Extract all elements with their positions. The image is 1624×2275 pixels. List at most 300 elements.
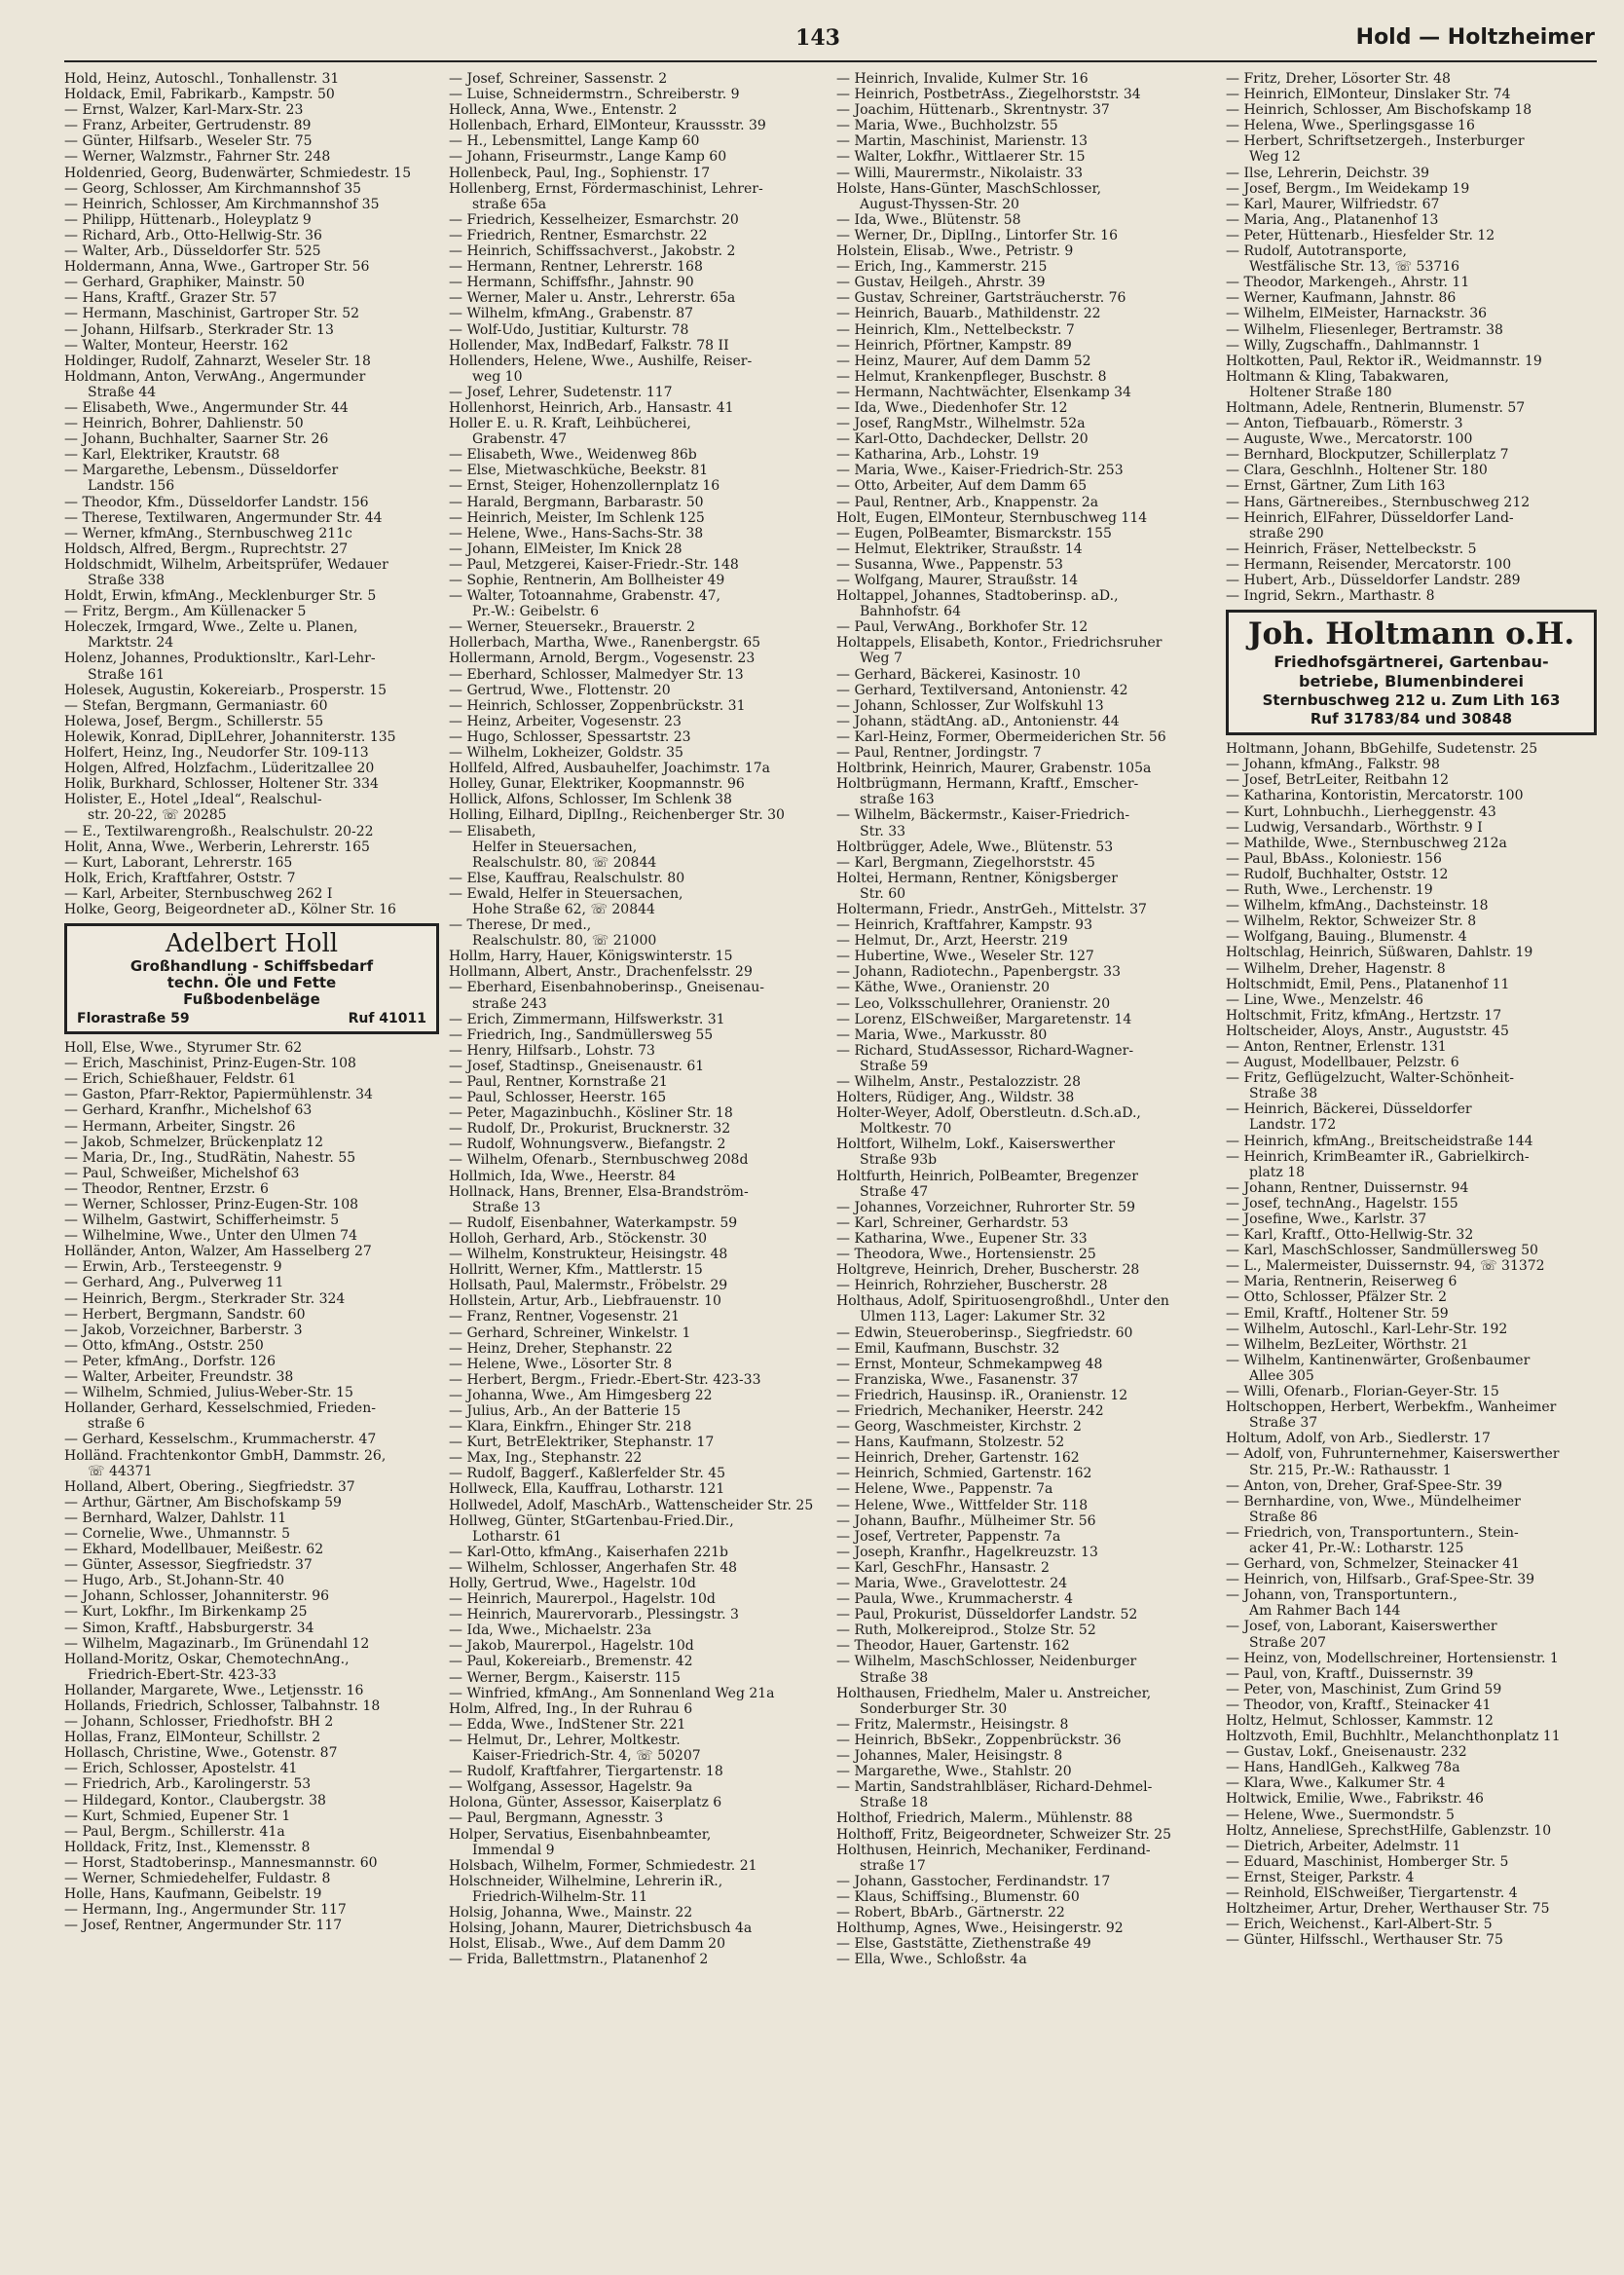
directory-entry: Sonderburger Str. 30 — [860, 1700, 1008, 1717]
directory-entry: — Eugen, PolBeamter, Bismarckstr. 155 — [836, 525, 1112, 541]
directory-entry: — Martin, Maschinist, Marienstr. 13 — [836, 133, 1089, 150]
entries-col3 — [836, 71, 1216, 1967]
directory-entry: — Joachim, Hüttenarb., Skrentnystr. 37 — [836, 102, 1110, 119]
directory-entry: — Heinrich, Fräser, Nettelbeckstr. 5 — [1226, 541, 1477, 557]
directory-entry: — Heinrich, Bohrer, Dahlienstr. 50 — [64, 416, 304, 432]
directory-entry: — Rudolf, Baggerf., Kaßlerfelder Str. 45 — [449, 1466, 726, 1482]
directory-entry: — Maria, Ang., Platanenhof 13 — [1226, 211, 1439, 228]
directory-entry: — Walter, Monteur, Heerstr. 162 — [64, 337, 289, 354]
directory-entry: — Hermann, Maschinist, Gartroper Str. 52 — [64, 306, 360, 322]
directory-entry: — Wilhelm, Autoschl., Karl-Lehr-Str. 192 — [1226, 1321, 1508, 1337]
directory-entry: — Mathilde, Wwe., Sternbuschweg 212a — [1226, 835, 1507, 851]
directory-entry: Holler E. u. R. Kraft, Leihbücherei, — [449, 416, 691, 432]
directory-entry: Westfälische Str. 13, ☏ 53716 — [1249, 259, 1460, 276]
directory-entry: — Karl, Elektriker, Krautstr. 68 — [64, 447, 280, 464]
directory-entry: — Paul, von, Kraftf., Duissernstr. 39 — [1226, 1665, 1474, 1682]
directory-entry: — Ernst, Monteur, Schmekampweg 48 — [836, 1356, 1103, 1372]
directory-entry: Holthump, Agnes, Wwe., Heisingerstr. 92 — [836, 1921, 1124, 1937]
directory-entry: — Johann, Schlosser, Friedhofstr. BH 2 — [64, 1714, 334, 1731]
directory-entry: Moltkestr. 70 — [860, 1121, 952, 1138]
directory-entry: — Anton, Tiefbauarb., Römerstr. 3 — [1226, 416, 1463, 432]
directory-entry: Immendal 9 — [472, 1842, 555, 1858]
directory-entry: — Heinz, Maurer, Auf dem Damm 52 — [836, 353, 1091, 369]
directory-entry: — Paula, Wwe., Krummacherstr. 4 — [836, 1591, 1074, 1608]
directory-entry: — Hans, Kraftf., Grazer Str. 57 — [64, 290, 277, 307]
directory-entry: — Hans, Kaufmann, Stolzestr. 52 — [836, 1435, 1065, 1451]
directory-entry: acker 41, Pr.-W.: Lotharstr. 125 — [1249, 1540, 1464, 1556]
directory-entry: — Herbert, Schriftsetzergeh., Insterburger — [1226, 133, 1525, 150]
directory-entry: — Kurt, BetrElektriker, Stephanstr. 17 — [449, 1435, 715, 1451]
directory-entry: — Heinrich, Maurerpol., Hagelstr. 10d — [449, 1591, 716, 1608]
directory-entry: Holk, Erich, Kraftfahrer, Oststr. 7 — [64, 870, 296, 886]
directory-entry: — Susanna, Wwe., Pappenstr. 53 — [836, 556, 1063, 573]
directory-entry: Hollweck, Ella, Kauffrau, Lotharstr. 121 — [449, 1481, 725, 1498]
directory-entry: — Friedrich, Arb., Karolingerstr. 53 — [64, 1776, 312, 1793]
directory-entry: Kaiser-Friedrich-Str. 4, ☏ 50207 — [472, 1748, 701, 1765]
directory-entry: Holtschmit, Fritz, kfmAng., Hertzstr. 17 — [1226, 1007, 1502, 1024]
directory-entry: — Paul, Rentner, Jordingstr. 7 — [836, 745, 1042, 762]
directory-entry: — Peter, kfmAng., Dorfstr. 126 — [64, 1353, 276, 1369]
directory-entry: — Wolfgang, Maurer, Straußstr. 14 — [836, 573, 1079, 588]
directory-entry: — Karl, Schreiner, Gerhardstr. 53 — [836, 1214, 1069, 1231]
directory-entry: — Günter, Assessor, Siegfriedstr. 37 — [64, 1557, 313, 1574]
directory-entry: — Rudolf, Eisenbahner, Waterkampstr. 59 — [449, 1214, 738, 1231]
directory-entry: — Georg, Schlosser, Am Kirchmannshof 35 — [64, 180, 362, 197]
directory-entry: Straße 93b — [860, 1152, 938, 1169]
directory-entry: Straße 207 — [1249, 1634, 1327, 1651]
running-head: Hold — Holtzheimer — [1355, 25, 1595, 50]
directory-entry: — Wilhelm, Schmied, Julius-Weber-Str. 15 — [64, 1385, 353, 1401]
directory-entry: — Therese, Dr med., — [449, 917, 592, 934]
directory-entry: — Fritz, Malermstr., Heisingstr. 8 — [836, 1716, 1069, 1733]
directory-entry: — Katharina, Arb., Lohstr. 19 — [836, 447, 1040, 464]
directory-entry: — Wilhelm, Kantinenwärter, Großenbaumer — [1226, 1352, 1531, 1368]
directory-entry: Straße 38 — [860, 1669, 929, 1686]
directory-entry: — Hans, HandlGeh., Kalkweg 78a — [1226, 1760, 1460, 1776]
directory-entry: — Ekhard, Modellbauer, Meißestr. 62 — [64, 1542, 324, 1558]
directory-entry: — Wilhelm, Dreher, Hagenstr. 8 — [1226, 960, 1446, 977]
directory-entry: — Harald, Bergmann, Barbarastr. 50 — [449, 494, 704, 510]
directory-entry: platz 18 — [1249, 1164, 1306, 1180]
directory-entry: — Bernhardine, von, Wwe., Mündelheimer — [1226, 1493, 1521, 1510]
directory-entry: — Kurt, Lokfhr., Im Birkenkamp 25 — [64, 1604, 308, 1621]
entries-col1-a — [64, 71, 439, 917]
directory-entry: — Heinz, Dreher, Stephanstr. 22 — [449, 1340, 673, 1357]
directory-entry: straße 65a — [472, 196, 547, 212]
directory-entry: — Clara, Geschlnh., Holtener Str. 180 — [1226, 463, 1488, 479]
column-1 — [64, 71, 439, 2257]
directory-entry: Lotharstr. 61 — [472, 1528, 563, 1545]
directory-entry: — Wilhelm, Schlosser, Angerhafen Str. 48 — [449, 1559, 738, 1576]
directory-entry: Str. 60 — [860, 885, 906, 902]
directory-entry: ☏ 44371 — [88, 1463, 153, 1479]
directory-entry: — Josef, Bergm., Im Weidekamp 19 — [1226, 180, 1470, 197]
directory-entry: — Wilhelmine, Wwe., Unter den Ulmen 74 — [64, 1228, 357, 1245]
directory-entry: Holthausen, Friedhelm, Maler u. Anstreicher, — [836, 1685, 1152, 1701]
directory-entry: — Maria, Dr., Ing., StudRätin, Nahestr. 55 — [64, 1149, 356, 1166]
directory-entry: — Paul, Rentner, Kornstraße 21 — [449, 1074, 668, 1090]
directory-entry: — E., Textilwarengroßh., Realschulstr. 20-22 — [64, 823, 374, 839]
directory-entry: Holtmann, Adele, Rentnerin, Blumenstr. 57 — [1226, 399, 1526, 416]
directory-entry: — Johannes, Maler, Heisingstr. 8 — [836, 1748, 1063, 1765]
directory-entry: — Dietrich, Arbeiter, Adelmstr. 11 — [1226, 1838, 1461, 1854]
directory-entry: — Heinrich, KrimBeamter iR., Gabrielkirch- — [1226, 1148, 1530, 1165]
directory-entry: — Hubertine, Wwe., Weseler Str. 127 — [836, 949, 1094, 965]
directory-entry: — Franz, Arbeiter, Gertrudenstr. 89 — [64, 118, 312, 134]
directory-entry: — Simon, Kraftf., Habsburgerstr. 34 — [64, 1620, 314, 1636]
directory-entry: — Helene, Wwe., Lösorter Str. 8 — [449, 1356, 673, 1372]
directory-entry: — Hildegard, Kontor., Claubergstr. 38 — [64, 1792, 326, 1809]
directory-entry: — Paul, Schlosser, Heerstr. 165 — [449, 1090, 667, 1106]
advert-holtmann-name: Joh. Holtmann o.H. — [1247, 616, 1575, 653]
directory-entry: Realschulstr. 80, ☏ 20844 — [472, 854, 657, 871]
directory-entry: — Elisabeth, Wwe., Weidenweg 86b — [449, 447, 697, 464]
directory-entry: — Ilse, Lehrerin, Deichstr. 39 — [1226, 165, 1430, 181]
directory-entry: Holly, Gertrud, Wwe., Hagelstr. 10d — [449, 1576, 696, 1591]
directory-entry: Holtschlag, Heinrich, Süßwaren, Dahlstr. 19 — [1226, 945, 1533, 961]
directory-entry: — Ernst, Steiger, Parkstr. 4 — [1226, 1869, 1415, 1885]
directory-entry: — Otto, kfmAng., Oststr. 250 — [64, 1337, 264, 1354]
directory-entry: — Heinrich, Bergm., Sterkrader Str. 324 — [64, 1290, 346, 1307]
directory-entry: — Kurt, Lohnbuchh., Lierheggenstr. 43 — [1226, 803, 1496, 820]
directory-entry: — Heinrich, von, Hilfsarb., Graf-Spee-Str. 39 — [1226, 1572, 1535, 1588]
directory-entry: — Johann, Gasstocher, Ferdinandstr. 17 — [836, 1873, 1111, 1889]
directory-entry: Hollenbach, Erhard, ElMonteur, Kraussstr. 39 — [449, 118, 766, 134]
directory-entry: — Fritz, Dreher, Lösorter Str. 48 — [1226, 71, 1451, 87]
directory-entry: Holtum, Adolf, von Arb., Siedlerstr. 17 — [1226, 1431, 1491, 1447]
directory-entry: — Edwin, Steueroberinsp., Siegfriedstr. 60 — [836, 1324, 1133, 1341]
directory-entry: — Josef, Stadtinsp., Gneisenaustr. 61 — [449, 1058, 705, 1074]
directory-entry: Holthoff, Fritz, Beigeordneter, Schweizer Str. 25 — [836, 1826, 1172, 1843]
directory-entry: Hollenders, Helene, Wwe., Aushilfe, Reiser- — [449, 353, 753, 369]
directory-entry: — Margarethe, Lebensm., Düsseldorfer — [64, 463, 339, 479]
directory-entry: Holtmann, Johann, BbGehilfe, Sudetenstr. 25 — [1226, 741, 1538, 758]
directory-entry: — Peter, von, Maschinist, Zum Grind 59 — [1226, 1681, 1502, 1697]
directory-entry: — Eberhard, Schlosser, Malmedyer Str. 13 — [449, 666, 744, 683]
advert-holtmann-address: Sternbuschweg 212 u. Zum Lith 163 — [1262, 691, 1561, 710]
directory-entry: straße 290 — [1249, 525, 1324, 541]
directory-entry: Holleck, Anna, Wwe., Entenstr. 2 — [449, 102, 678, 119]
directory-entry: Hollenbeck, Paul, Ing., Sophienstr. 17 — [449, 165, 711, 181]
directory-entry: — Arthur, Gärtner, Am Bischofskamp 59 — [64, 1494, 342, 1510]
directory-entry: — Günter, Hilfsschl., Werthauser Str. 75 — [1226, 1932, 1503, 1949]
directory-entry: — Gerhard, Bäckerei, Kasinostr. 10 — [836, 666, 1081, 683]
directory-entry: — Gerhard, Graphiker, Mainstr. 50 — [64, 275, 305, 291]
directory-entry: — Walter, Arbeiter, Freundstr. 38 — [64, 1369, 294, 1386]
directory-entry: — Wilhelm, Lokheizer, Goldstr. 35 — [449, 745, 683, 762]
directory-entry: Holtmann & Kling, Tabakwaren, — [1226, 368, 1450, 385]
directory-entry: — Werner, Schmiedehelfer, Fuldastr. 8 — [64, 1871, 331, 1887]
directory-entry: — Wolfgang, Bauing., Blumenstr. 4 — [1226, 929, 1467, 946]
directory-entry: Hollenhorst, Heinrich, Arb., Hansastr. 41 — [449, 399, 734, 416]
directory-entry: — Paul, Prokurist, Düsseldorfer Landstr. 52 — [836, 1607, 1138, 1623]
directory-entry: — Erich, Schießhauer, Feldstr. 61 — [64, 1071, 297, 1088]
directory-entry: Holtbrügger, Adele, Wwe., Blütenstr. 53 — [836, 839, 1114, 855]
directory-entry: Holtbrügmann, Hermann, Kraftf., Emscher- — [836, 776, 1139, 793]
directory-entry: Holst, Elisab., Wwe., Auf dem Damm 20 — [449, 1936, 725, 1953]
directory-entry: Pr.-W.: Geibelstr. 6 — [472, 604, 599, 620]
directory-entry: — Bernhard, Walzer, Dahlstr. 11 — [64, 1510, 287, 1526]
directory-entry: — Eberhard, Eisenbahnoberinsp., Gneisenau- — [449, 980, 764, 996]
directory-entry: — Friedrich, Hausinsp. iR., Oranienstr. 12 — [836, 1387, 1128, 1403]
directory-entry: — Johanna, Wwe., Am Himgesberg 22 — [449, 1387, 713, 1403]
directory-entry: — Heinrich, Pförtner, Kampstr. 89 — [836, 337, 1072, 354]
directory-entry: — Ernst, Steiger, Hohenzollernplatz 16 — [449, 478, 720, 495]
directory-entry: — Richard, Arb., Otto-Hellwig-Str. 36 — [64, 227, 322, 243]
directory-entry: Holesek, Augustin, Kokereiarb., Prosperstr. 15 — [64, 682, 387, 698]
directory-entry: — Karl, MaschSchlosser, Sandmüllersweg 50 — [1226, 1243, 1538, 1259]
directory-entry: — Gustav, Heilgeh., Ahrstr. 39 — [836, 275, 1046, 291]
advert-holl-name: Adelbert Holl — [165, 929, 339, 959]
directory-entry: straße 17 — [860, 1857, 926, 1874]
directory-entry: — Jakob, Maurerpol., Hagelstr. 10d — [449, 1638, 694, 1655]
directory-entry: — Hermann, Rentner, Lehrerstr. 168 — [449, 259, 703, 276]
directory-entry: — Ingrid, Sekrn., Marthastr. 8 — [1226, 588, 1435, 605]
directory-entry: — Karl, Kraftf., Otto-Hellwig-Str. 32 — [1226, 1227, 1474, 1244]
directory-entry: — Walter, Lokfhr., Wittlaerer Str. 15 — [836, 149, 1086, 166]
directory-entry: Str. 215, Pr.-W.: Rathausstr. 1 — [1249, 1462, 1452, 1478]
directory-entry: Holland-Moritz, Oskar, ChemotechnAng., — [64, 1651, 350, 1667]
directory-entry: — Werner, Maler u. Anstr., Lehrerstr. 65a — [449, 290, 736, 307]
directory-entry: Holit, Anna, Wwe., Werberin, Lehrerstr. 165 — [64, 839, 370, 855]
directory-entry: — Theodor, Hauer, Gartenstr. 162 — [836, 1638, 1070, 1655]
advert-holl-line2: techn. Öle und Fette — [166, 974, 337, 992]
directory-entry: — Werner, Kaufmann, Jahnstr. 86 — [1226, 290, 1457, 307]
directory-entry: — Heinrich, Schiffssachverst., Jakobstr. 2 — [449, 243, 736, 260]
directory-entry: — Georg, Waschmeister, Kirchstr. 2 — [836, 1419, 1082, 1436]
entries-col2 — [449, 71, 827, 1967]
directory-entry: — Paul, Kokereiarb., Bremenstr. 42 — [449, 1654, 693, 1670]
directory-entry: — Karl, Arbeiter, Sternbuschweg 262 I — [64, 885, 333, 902]
advert-holl-phone: Ruf 41011 — [348, 1011, 426, 1027]
directory-entry: Holland, Albert, Obering., Siegfriedstr. 37 — [64, 1478, 355, 1495]
directory-entry: straße 243 — [472, 995, 547, 1012]
directory-entry: — Otto, Schlosser, Pfälzer Str. 2 — [1226, 1289, 1447, 1306]
directory-entry: — Johann, Schlosser, Johanniterstr. 96 — [64, 1588, 330, 1605]
directory-entry: — Leo, Volksschullehrer, Oranienstr. 20 — [836, 995, 1111, 1012]
directory-entry: Holtkotten, Paul, Rektor iR., Weidmannstr. 19 — [1226, 353, 1542, 369]
directory-entry: — Katharina, Kontoristin, Mercatorstr. 100 — [1226, 788, 1524, 804]
directory-entry: — Emil, Kraftf., Holtener Str. 59 — [1226, 1305, 1449, 1322]
directory-entry: Holldack, Fritz, Inst., Klemensstr. 8 — [64, 1839, 311, 1855]
directory-entry: Holewik, Konrad, DiplLehrer, Johanniterstr. 135 — [64, 728, 396, 745]
directory-entry: — Friedrich, von, Transportuntern., Stein- — [1226, 1524, 1519, 1541]
directory-entry: — Rudolf, Wohnungsverw., Biefangstr. 2 — [449, 1137, 726, 1153]
directory-entry: — Gerhard, Kesselschm., Krummacherstr. 47 — [64, 1432, 377, 1448]
directory-entry: — Edda, Wwe., IndStener Str. 221 — [449, 1716, 686, 1733]
directory-entry: — Henry, Hilfsarb., Lohstr. 73 — [449, 1042, 655, 1059]
directory-entry: — Maria, Rentnerin, Reiserweg 6 — [1226, 1274, 1458, 1290]
directory-entry: — Peter, Hüttenarb., Hiesfelder Str. 12 — [1226, 227, 1495, 243]
directory-entry: — Wilhelm, Konstrukteur, Heisingstr. 48 — [449, 1247, 728, 1263]
directory-entry: — Wilhelm, ElMeister, Harnackstr. 36 — [1226, 306, 1488, 322]
directory-entry: — Jakob, Schmelzer, Brückenplatz 12 — [64, 1134, 324, 1150]
directory-entry: Holtz, Helmut, Schlosser, Kammstr. 12 — [1226, 1713, 1494, 1729]
directory-entry: Holdmann, Anton, VerwAng., Angermunder — [64, 368, 366, 385]
directory-entry: — Heinrich, Schmied, Gartenstr. 162 — [836, 1466, 1092, 1482]
directory-entry: Holeczek, Irmgard, Wwe., Zelte u. Planen, — [64, 619, 358, 636]
directory-entry: August-Thyssen-Str. 20 — [860, 196, 1019, 212]
directory-entry: Holtwick, Emilie, Wwe., Fabrikstr. 46 — [1226, 1791, 1484, 1808]
directory-entry: — Hans, Gärtnereibes., Sternbuschweg 212 — [1226, 494, 1531, 510]
directory-entry: Holle, Hans, Kaufmann, Geibelstr. 19 — [64, 1886, 322, 1903]
directory-entry: — Otto, Arbeiter, Auf dem Damm 65 — [836, 478, 1088, 495]
directory-entry: — Heinrich, Schlosser, Am Kirchmannshof 35 — [64, 196, 380, 212]
directory-entry: — Else, Kauffrau, Realschulstr. 80 — [449, 870, 685, 886]
directory-entry: Landstr. 156 — [88, 478, 175, 495]
directory-entry: Friedrich-Wilhelm-Str. 11 — [472, 1888, 648, 1905]
directory-entry: Hollick, Alfons, Schlosser, Im Schlenk 38 — [449, 792, 732, 808]
directory-entry: — Günter, Hilfsarb., Weseler Str. 75 — [64, 133, 313, 150]
directory-entry: — Johann, Baufhr., Mülheimer Str. 56 — [836, 1512, 1096, 1529]
directory-entry: — Theodor, Kfm., Düsseldorfer Landstr. 156 — [64, 494, 369, 510]
directory-entry: Holtermann, Friedr., AnstrGeh., Mittelstr. 37 — [836, 901, 1147, 917]
directory-entry: Holfert, Heinz, Ing., Neudorfer Str. 109-113 — [64, 745, 369, 762]
directory-entry: — Johann, Radiotechn., Papenbergstr. 33 — [836, 964, 1121, 981]
directory-entry: — Heinrich, Schlosser, Zoppenbrückstr. 31 — [449, 697, 746, 714]
directory-entry: Holtener Straße 180 — [1249, 384, 1392, 400]
column-2 — [449, 71, 827, 2257]
directory-entry: Am Rahmer Bach 144 — [1249, 1603, 1401, 1620]
directory-entry: — Auguste, Wwe., Mercatorstr. 100 — [1226, 431, 1473, 448]
directory-entry: — Reinhold, ElSchweißer, Tiergartenstr. 4 — [1226, 1885, 1518, 1902]
advert-holl-line1: Großhandlung - Schiffsbedarf — [129, 957, 374, 976]
directory-entry: — Heinrich, Bäckerei, Düsseldorfer — [1226, 1101, 1472, 1118]
directory-entry: — August, Modellbauer, Pelzstr. 6 — [1226, 1055, 1459, 1071]
directory-entry: — Gerhard, Kranfhr., Michelshof 63 — [64, 1102, 313, 1119]
directory-entry: — Horst, Stadtoberinsp., Mannesmannstr. 60 — [64, 1854, 378, 1871]
directory-entry: — Heinrich, kfmAng., Breitscheidstraße 144 — [1226, 1133, 1533, 1149]
directory-entry: — Richard, StudAssessor, Richard-Wagner- — [836, 1042, 1134, 1059]
directory-entry: Holley, Gunar, Elektriker, Koopmannstr. 96 — [449, 776, 745, 793]
directory-entry: — Maria, Wwe., Kaiser-Friedrich-Str. 253 — [836, 463, 1124, 479]
directory-entry: — Heinz, von, Modellschreiner, Hortensienstr. 1 — [1226, 1650, 1559, 1666]
directory-entry: — Josef, BetrLeiter, Reitbahn 12 — [1226, 772, 1449, 789]
directory-entry: — Franziska, Wwe., Fasanenstr. 37 — [836, 1371, 1079, 1388]
directory-entry: — Gustav, Lokf., Gneisenaustr. 232 — [1226, 1744, 1467, 1761]
directory-entry: Hollwedel, Adolf, MaschArb., Wattenscheider Str. 25 — [449, 1497, 814, 1513]
directory-entry: — Karl, Bergmann, Ziegelhorststr. 45 — [836, 854, 1095, 871]
advert-holl-address: Florastraße 59 — [77, 1011, 190, 1027]
directory-entry: — Gerhard, Ang., Pulverweg 11 — [64, 1275, 284, 1291]
directory-entry: — Max, Ing., Stephanstr. 22 — [449, 1450, 643, 1467]
directory-entry: — Willi, Maurermstr., Nikolaistr. 33 — [836, 165, 1083, 181]
directory-entry: Holsbach, Wilhelm, Former, Schmiedestr. 21 — [449, 1857, 757, 1874]
directory-entry: Straße 86 — [1249, 1509, 1318, 1525]
directory-entry: — Erich, Maschinist, Prinz-Eugen-Str. 108 — [64, 1056, 356, 1072]
directory-entry: — Theodor, Rentner, Erzstr. 6 — [64, 1180, 269, 1197]
directory-entry: — Wilhelm, Rektor, Schweizer Str. 8 — [1226, 914, 1477, 930]
directory-entry: Holtbrink, Heinrich, Maurer, Grabenstr. 105a — [836, 761, 1152, 777]
directory-entry: — Wilhelm, Bäckermstr., Kaiser-Friedrich- — [836, 807, 1130, 824]
directory-entry: — Heinrich, Rohrzieher, Buscherstr. 28 — [836, 1278, 1108, 1294]
directory-entry: — Klara, Einkfrn., Ehinger Str. 218 — [449, 1419, 692, 1436]
directory-entry: Straße 161 — [88, 666, 166, 683]
directory-entry: Holtzvoth, Emil, Buchhltr., Melanchthonplatz 11 — [1226, 1729, 1561, 1745]
directory-entry: — Paul, BbAss., Koloniestr. 156 — [1226, 850, 1442, 867]
directory-entry: — Friedrich, Rentner, Esmarchstr. 22 — [449, 227, 708, 243]
directory-entry: Hollnack, Hans, Brenner, Elsa-Brandström- — [449, 1183, 749, 1200]
page-number: 143 — [795, 25, 840, 51]
directory-entry: — Rudolf, Kraftfahrer, Tiergartenstr. 18 — [449, 1764, 723, 1780]
directory-entry: — Hermann, Schiffsfhr., Jahnstr. 90 — [449, 275, 694, 291]
directory-entry: Holm, Alfred, Ing., In der Ruhrau 6 — [449, 1700, 693, 1717]
directory-entry: — Paul, Schweißer, Michelshof 63 — [64, 1165, 300, 1181]
directory-entry: — Helene, Wwe., Hans-Sachs-Str. 38 — [449, 525, 704, 541]
directory-entry: — Gerhard, Textilversand, Antonienstr. 42 — [836, 682, 1128, 698]
directory-entry: — Gertrud, Wwe., Flottenstr. 20 — [449, 682, 671, 698]
directory-entry: Holt, Eugen, ElMonteur, Sternbuschweg 114 — [836, 509, 1148, 526]
directory-entry: — Maria, Wwe., Gravelottestr. 24 — [836, 1576, 1068, 1591]
directory-entry: — L., Malermeister, Duissernstr. 94, ☏ 31372 — [1226, 1258, 1545, 1275]
directory-entry: Holter-Weyer, Adolf, Oberstleutn. d.Sch.aD., — [836, 1105, 1141, 1122]
directory-entry: — Hermann, Ing., Angermunder Str. 117 — [64, 1902, 347, 1919]
directory-entry: Holsing, Johann, Maurer, Dietrichsbusch 4a — [449, 1921, 753, 1937]
directory-entry: — Theodor, von, Kraftf., Steinacker 41 — [1226, 1697, 1492, 1713]
directory-entry: Straße 47 — [860, 1183, 929, 1200]
directory-entry: — Herbert, Bergmann, Sandstr. 60 — [64, 1306, 306, 1323]
directory-entry: — Johann, Schlosser, Zur Wolfskuhl 13 — [836, 697, 1104, 714]
directory-entry: Holdinger, Rudolf, Zahnarzt, Weseler Str. 18 — [64, 353, 371, 369]
directory-entry: — Eduard, Maschinist, Homberger Str. 5 — [1226, 1853, 1509, 1870]
directory-entry: Hollritt, Werner, Kfm., Mattlerstr. 15 — [449, 1262, 703, 1279]
directory-entry: — Wolfgang, Assessor, Hagelstr. 9a — [449, 1779, 693, 1796]
directory-entry: — Helmut, Elektriker, Straußstr. 14 — [836, 541, 1083, 557]
directory-entry: Holtz, Anneliese, SprechstHilfe, Gablenzstr. 10 — [1226, 1822, 1552, 1839]
directory-entry: Straße 13 — [472, 1199, 541, 1215]
directory-entry: — Kurt, Schmied, Eupener Str. 1 — [64, 1808, 291, 1824]
directory-entry: Holtzheimer, Artur, Dreher, Werthauser Str. 75 — [1226, 1901, 1550, 1918]
directory-entry: Holloh, Gerhard, Arb., Stöckenstr. 30 — [449, 1230, 708, 1247]
directory-entry: Holdermann, Anna, Wwe., Gartroper Str. 56 — [64, 259, 370, 276]
directory-entry: — Sophie, Rentnerin, Am Bollheister 49 — [449, 573, 725, 588]
directory-entry: — Else, Gaststätte, Ziethenstraße 49 — [836, 1936, 1091, 1953]
column-4 — [1226, 71, 1597, 2257]
directory-entry: — Karl-Heinz, Former, Obermeiderichen Str. 56 — [836, 728, 1166, 745]
directory-entry: Holdschmidt, Wilhelm, Arbeitsprüfer, Wedauer — [64, 556, 388, 573]
directory-entry: — Josef, RangMstr., Wilhelmstr. 52a — [836, 416, 1086, 432]
directory-entry: — Luise, Schneidermstrn., Schreiberstr. 9 — [449, 87, 740, 103]
directory-entry: — Gustav, Schreiner, Gartsträucherstr. 76 — [836, 290, 1126, 307]
directory-entry: Hold, Heinz, Autoschl., Tonhallenstr. 31 — [64, 71, 340, 87]
directory-entry: — Helmut, Dr., Arzt, Heerstr. 219 — [836, 933, 1068, 950]
directory-entry: Holona, Günter, Assessor, Kaiserplatz 6 — [449, 1795, 722, 1811]
directory-entry: Hollands, Friedrich, Schlosser, Talbahnstr. 18 — [64, 1698, 381, 1714]
directory-entry: — Heinz, Arbeiter, Vogesenstr. 23 — [449, 713, 682, 729]
directory-entry: Holtschmidt, Emil, Pens., Platanenhof 11 — [1226, 976, 1510, 992]
directory-entry: — Anton, von, Dreher, Graf-Spee-Str. 39 — [1226, 1477, 1502, 1494]
directory-entry: — Erich, Schlosser, Apostelstr. 41 — [64, 1761, 298, 1777]
directory-entry: — Wilhelm, Fliesenleger, Bertramstr. 38 — [1226, 321, 1503, 338]
directory-entry: Straße 59 — [860, 1058, 929, 1074]
directory-entry: Holdt, Erwin, kfmAng., Mecklenburger Str. 5 — [64, 588, 377, 605]
directory-entry: Allee 305 — [1249, 1367, 1314, 1384]
header-rule — [64, 60, 1597, 62]
directory-entry: Holtfort, Wilhelm, Lokf., Kaiserswerther — [836, 1137, 1116, 1153]
directory-entry: — Winfried, kfmAng., Am Sonnenland Weg 21a — [449, 1685, 775, 1701]
directory-entry: — Heinrich, ElMonteur, Dinslaker Str. 74 — [1226, 87, 1511, 103]
advert-holl-line3: Fußbodenbeläge — [183, 990, 320, 1009]
directory-entry: — Elisabeth, Wwe., Angermunder Str. 44 — [64, 399, 349, 416]
directory-entry: Holtfurth, Heinrich, PolBeamter, Bregenzer — [836, 1168, 1138, 1184]
directory-entry: — Ruth, Molkereiprod., Stolze Str. 52 — [836, 1622, 1096, 1639]
directory-entry: — Herbert, Bergm., Friedr.-Ebert-Str. 423-33 — [449, 1371, 761, 1388]
directory-entry: — Hugo, Arb., St.Johann-Str. 40 — [64, 1573, 285, 1589]
column-3 — [836, 71, 1216, 2257]
directory-entry: — Klara, Wwe., Kalkumer Str. 4 — [1226, 1775, 1446, 1792]
directory-entry: — Josef, technAng., Hagelstr. 155 — [1226, 1195, 1458, 1212]
directory-entry: straße 163 — [860, 792, 935, 808]
